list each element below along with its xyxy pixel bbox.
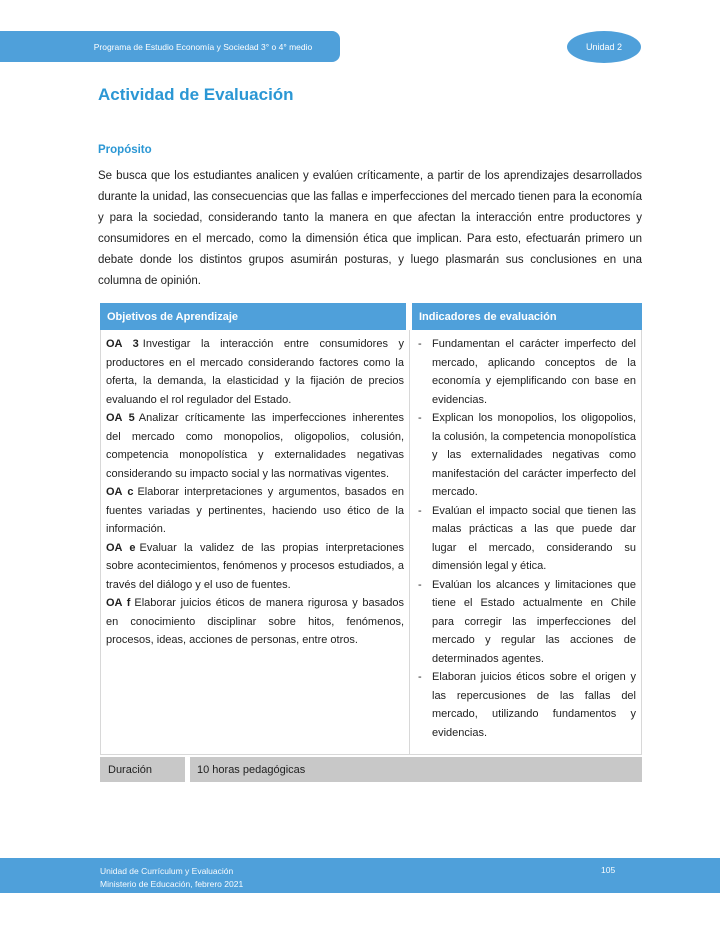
objective-code: OA 3 <box>106 338 139 350</box>
page-title: Actividad de Evaluación <box>98 85 294 104</box>
objective-text: Investigar la interacción entre consumidores y productores en el mercado considerando factores como la oferta, la demanda, la elasticidad y la fijación de precios evaluando el rol regulador del Estado. <box>106 338 405 406</box>
footer-bar <box>0 858 720 893</box>
footer-org-line2: Ministerio de Educación, febrero 2021 <box>100 878 244 889</box>
indicator-item <box>416 335 636 409</box>
unit-badge <box>567 31 641 63</box>
purpose-paragraph: Se busca que los estudiantes analicen y evalúen críticamente, a partir de los aprendizajes desarrollados durante la unidad, las consecuencias que las fallas e imperfecciones del mercado tienen para la economía y para la sociedad, considerando tanto la manera en que afectan la interacción entre productores y consumidores en el mercado, como la dimensión ética que implican. Para esto, efectuarán primero un debate donde los distintos grupos asumirán posturas, y luego plasmarán sus conclusiones en una columna de opinión. <box>98 170 642 287</box>
dash-bullet: - <box>418 578 422 591</box>
unit-badge-label: Unidad 2 <box>585 42 623 52</box>
objective-text: Analizar críticamente las imperfecciones inherentes del mercado como monopolios, oligopolios, colusión, competencia monopolística y externalidades negativas considerando su impacto social y las normativas vigentes. <box>106 412 405 480</box>
column-header-objectives: Objetivos de Aprendizaje <box>100 303 406 330</box>
objective-code: OA e <box>106 541 136 554</box>
footer-organization <box>100 865 243 890</box>
page-number: 105 <box>601 865 616 875</box>
dash-bullet: - <box>418 504 422 517</box>
dash-bullet: - <box>418 412 422 424</box>
dash-bullet: - <box>418 338 422 350</box>
footer-org-line1: Unidad de Currículum y Evaluación <box>100 866 234 876</box>
table-header-row <box>100 303 642 330</box>
objective-oa3 <box>106 335 404 409</box>
objective-text: Elaborar interpretaciones y argumentos, basados en fuentes variadas y pertinentes, haciendo uso ético de la información. <box>106 486 404 535</box>
objective-oa5 <box>106 409 404 483</box>
indicator-item <box>416 576 636 669</box>
objective-oac <box>106 483 404 539</box>
header-program-bar <box>0 31 340 62</box>
objective-code: OA c <box>106 486 134 498</box>
duration-value: 10 horas pedagógicas <box>190 757 642 782</box>
indicator-text: Evalúan el impacto social que tienen las malas prácticas a las que puede dar lugar el mercado, considerando su dimensión legal y ética. <box>432 504 636 572</box>
indicator-item <box>416 502 636 576</box>
indicator-text: Explican los monopolios, los oligopolios, la colusión, la competencia monopolística y las externalidades negativas como manifestación del carácter imperfecto del mercado. <box>432 412 636 498</box>
header-program-label: Programa de Estudio Economía y Sociedad 3° o 4° medio <box>93 41 313 52</box>
objectives-cell <box>101 330 410 754</box>
indicator-text: Fundamentan el carácter imperfecto del mercado, aplicando conceptos de la economía y ejemplificando con base en evidencias. <box>432 338 636 406</box>
objective-oaf <box>106 594 404 650</box>
objective-code: OA 5 <box>106 412 135 424</box>
indicator-item <box>416 668 636 742</box>
duration-row <box>100 757 642 782</box>
evaluation-table <box>100 303 642 782</box>
duration-label: Duración <box>100 757 185 782</box>
indicator-text: Evalúan los alcances y limitaciones que tiene el Estado actualmente en Chile para corregir las imperfecciones del mercado y regular las acciones de determinados agentes. <box>432 578 636 665</box>
column-header-indicators: Indicadores de evaluación <box>412 303 642 330</box>
objective-code: OA f <box>106 597 131 609</box>
objective-text: Elaborar juicios éticos de manera rigurosa y basados en conocimiento disciplinar sobre hitos, fenómenos, procesos, ideas, acciones de personas, entre otros. <box>106 597 405 646</box>
indicator-text: Elaboran juicios éticos sobre el origen y las repercusiones de las fallas del mercado, utilizando fundamentos y evidencias. <box>432 671 636 739</box>
objective-text: Evaluar la validez de las propias interpretaciones sobre acontecimientos, fenómenos y procesos estudiados, a través del diálogo y el uso de fuentes. <box>106 541 405 591</box>
objective-oae <box>106 539 404 595</box>
table-body-row <box>100 330 642 755</box>
indicator-item <box>416 409 636 502</box>
indicators-cell <box>410 330 641 754</box>
purpose-heading: Propósito <box>98 144 152 156</box>
dash-bullet: - <box>418 671 422 683</box>
